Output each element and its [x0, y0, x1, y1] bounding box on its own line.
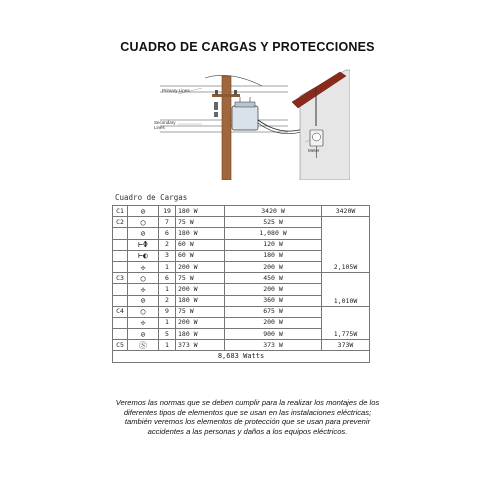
light-fixture-icon: ◯	[140, 273, 146, 283]
meter-label: Meter	[308, 148, 320, 153]
wall-lamp-icon: ⊢◐	[138, 251, 148, 261]
circuit-cell	[113, 228, 128, 239]
light-fixture-icon: ◯	[140, 307, 146, 317]
power-cell: 180 W	[176, 295, 225, 306]
circuit-cell	[113, 317, 128, 328]
table-title: Cuadro de Cargas	[115, 193, 188, 202]
ceiling-light-icon: ⊘	[140, 329, 146, 339]
power-cell: 60 W	[176, 250, 225, 261]
description-line: diferentes tipos de elementos que se usan en las instalaciones eléctricas;	[123, 407, 372, 417]
circuit-cell: C3	[113, 273, 128, 284]
circuit-cell	[113, 239, 128, 250]
ceiling-light-icon: ⊘	[140, 206, 146, 216]
primary-lines-label: Primary Lines	[162, 88, 190, 93]
qty-cell: 6	[159, 273, 176, 284]
subtotal-cell: 1,775W	[322, 306, 370, 340]
total-cell: 373 W	[225, 340, 322, 351]
fan-icon: ✢	[140, 262, 146, 272]
qty-cell: 6	[159, 228, 176, 239]
total-cell: 450 W	[225, 273, 322, 284]
qty-cell: 7	[159, 217, 176, 228]
description-line: también veremos los elementos de protección que se usan para prevenir	[124, 417, 371, 427]
light-fixture-icon: ◯	[140, 217, 146, 227]
ceiling-light-icon: ⊘	[140, 296, 146, 306]
ceiling-light-icon: ⊘	[140, 228, 146, 238]
subtotal-cell: 2,105W	[322, 217, 370, 273]
fan-icon: ✢	[140, 318, 146, 328]
power-cell: 200 W	[176, 317, 225, 328]
description-line: accidentes a las personas y daños a los equipos eléctricos.	[147, 426, 348, 436]
qty-cell: 5	[159, 329, 176, 340]
total-cell: 900 W	[225, 329, 322, 340]
qty-cell: 1	[159, 284, 176, 295]
qty-cell: 9	[159, 306, 176, 317]
circuit-cell	[113, 284, 128, 295]
power-cell: 180 W	[176, 228, 225, 239]
load-table	[112, 205, 370, 363]
total-cell: 675 W	[225, 306, 322, 317]
circuit-cell	[113, 250, 128, 261]
circuit-cell	[113, 295, 128, 306]
secondary-lines-label-1: Secondary	[154, 120, 176, 125]
qty-cell: 2	[159, 295, 176, 306]
circuit-cell: C1	[113, 206, 128, 217]
power-cell: 75 W	[176, 217, 225, 228]
total-cell: 3420 W	[225, 206, 322, 217]
power-cell: 200 W	[176, 284, 225, 295]
total-cell: 360 W	[225, 295, 322, 306]
table-row	[113, 206, 370, 217]
power-cell: 75 W	[176, 273, 225, 284]
utility-pole-illustration	[150, 68, 350, 180]
subtotal-cell: 373W	[322, 340, 370, 351]
subtotal-cell: 3420W	[322, 206, 370, 217]
subtotal-cell: 1,010W	[322, 273, 370, 307]
total-cell: 1,080 W	[225, 228, 322, 239]
circuit-cell	[113, 261, 128, 272]
qty-cell: 2	[159, 239, 176, 250]
table-row	[113, 306, 370, 317]
pole-drawing	[150, 68, 350, 180]
qty-cell: 1	[159, 340, 176, 351]
special-load-icon: Ⓢ	[139, 340, 147, 350]
fan-icon: ✢	[140, 284, 146, 294]
description-text	[20, 398, 475, 436]
power-cell: 60 W	[176, 239, 225, 250]
description-line: Veremos las normas que se deben cumplir para la realizar los montajes de los	[115, 398, 380, 407]
circuit-cell: C5	[113, 340, 128, 351]
grand-total: 8,683 Watts	[113, 351, 370, 362]
total-cell: 525 W	[225, 217, 322, 228]
wall-outlet-icon: ⊢Φ	[138, 240, 148, 250]
grand-total-row	[113, 351, 370, 362]
page-title: CUADRO DE CARGAS Y PROTECCIONES	[120, 40, 375, 54]
qty-cell: 19	[159, 206, 176, 217]
power-cell: 373 W	[176, 340, 225, 351]
table-row	[113, 340, 370, 351]
secondary-lines-label-2: Lines	[154, 125, 165, 130]
total-cell: 200 W	[225, 317, 322, 328]
total-cell: 200 W	[225, 261, 322, 272]
qty-cell: 1	[159, 261, 176, 272]
power-cell: 180 W	[176, 329, 225, 340]
power-cell: 200 W	[176, 261, 225, 272]
total-cell: 120 W	[225, 239, 322, 250]
total-cell: 180 W	[225, 250, 322, 261]
power-cell: 180 W	[176, 206, 225, 217]
circuit-cell: C2	[113, 217, 128, 228]
table-row	[113, 217, 370, 228]
circuit-cell	[113, 329, 128, 340]
qty-cell: 3	[159, 250, 176, 261]
table-row	[113, 273, 370, 284]
qty-cell: 1	[159, 317, 176, 328]
circuit-cell: C4	[113, 306, 128, 317]
power-cell: 75 W	[176, 306, 225, 317]
total-cell: 200 W	[225, 284, 322, 295]
